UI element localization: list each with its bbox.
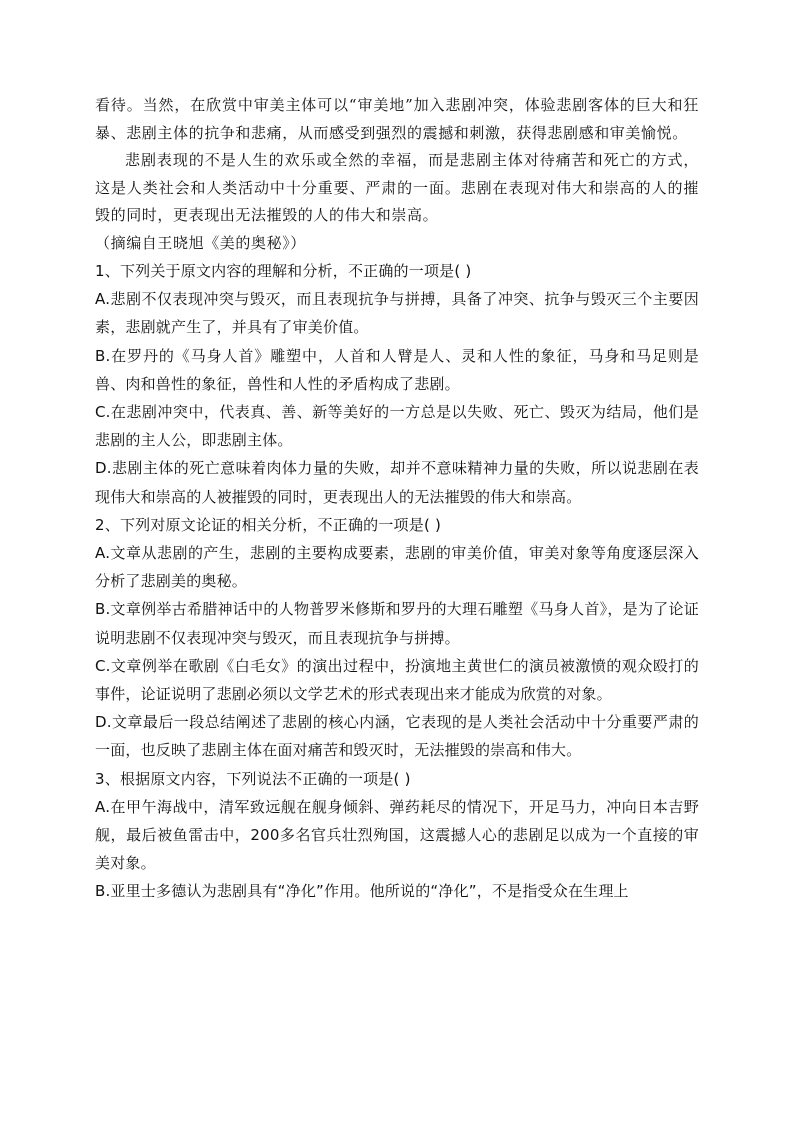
question-2	[95, 511, 699, 765]
option-c: C.文章例举在歌剧《白毛女》的演出过程中，扮演地主黄世仁的演员被激愤的观众殴打的事件，论证说明了悲剧必须以文学艺术的形式表现出来才能成为欣赏的对象。	[95, 656, 699, 704]
option-a: A.在甲午海战中，清军致远舰在舰身倾斜、弹药耗尽的情况下，开足马力，冲向日本吉野舰，最后被鱼雷击中，200多名官兵壮烈殉国，这震撼人心的悲剧足以成为一个直接的审美对象。	[95, 797, 699, 873]
option-b: B.亚里士多德认为悲剧具有“净化”作用。他所说的“净化”，不是指受众在生理上	[95, 882, 629, 901]
question-stem: 2、下列对原文论证的相关分析，不正确的一项是( )	[95, 515, 442, 534]
passage-paragraph: 悲剧表现的不是人生的欢乐或全然的幸福，而是悲剧主体对待痛苦和死亡的方式，这是人类社会和人类活动中十分重要、严肃的一面。悲剧在表现对伟大和崇高的人的摧毁的同时，更表现出无法摧毁的人的伟大和崇高。	[95, 151, 699, 224]
document-page	[95, 92, 699, 906]
option-b: B.在罗丹的《马身人首》雕塑中，人首和人臂是人、灵和人性的象征，马身和马足则是兽、肉和兽性的象征，兽性和人性的矛盾构成了悲剧。	[95, 346, 699, 393]
option-b: B.文章例举古希腊神话中的人物普罗米修斯和罗丹的大理石雕塑《马身人首》，是为了论证说明悲剧不仅表现冲突与毁灭，而且表现抗争与拼搏。	[95, 600, 699, 647]
question-3	[95, 765, 699, 906]
reading-passage	[95, 92, 699, 257]
option-a: A.悲剧不仅表现冲突与毁灭，而且表现抗争与拼搏，具备了冲突、抗争与毁灭三个主要因素，悲剧就产生了，并具有了审美价值。	[95, 290, 699, 337]
option-d: D.文章最后一段总结阐述了悲剧的核心内涵，它表现的是人类社会活动中十分重要严肃的一面，也反映了悲剧主体在面对痛苦和毁灭时，无法摧毁的崇高和伟大。	[95, 713, 699, 760]
option-a: A.文章从悲剧的产生，悲剧的主要构成要素，悲剧的审美价值，审美对象等角度逐层深入分析了悲剧美的奥秘。	[95, 544, 699, 591]
question-stem: 1、下列关于原文内容的理解和分析，不正确的一项是( )	[95, 262, 472, 280]
passage-source: （摘编自王晓旭《美的奥秘》）	[95, 233, 306, 252]
question-stem: 3、根据原文内容，下列说法不正确的一项是( )	[95, 769, 411, 788]
option-d: D.悲剧主体的死亡意味着肉体力量的失败，却并不意味精神力量的失败，所以说悲剧在表现伟大和崇高的人被摧毁的同时，更表现出人的无法摧毁的伟大和崇高。	[95, 459, 699, 506]
option-c: C.在悲剧冲突中，代表真、善、新等美好的一方总是以失败、死亡、毁灭为结局，他们是悲剧的主人公，即悲剧主体。	[95, 403, 699, 450]
question-1	[95, 257, 699, 511]
passage-paragraph: 看待。当然，在欣赏中审美主体可以“审美地”加入悲剧冲突，体验悲剧客体的巨大和狂暴、悲剧主体的抗争和悲痛，从而感受到强烈的震撼和刺激，获得悲剧感和审美愉悦。	[95, 96, 699, 142]
